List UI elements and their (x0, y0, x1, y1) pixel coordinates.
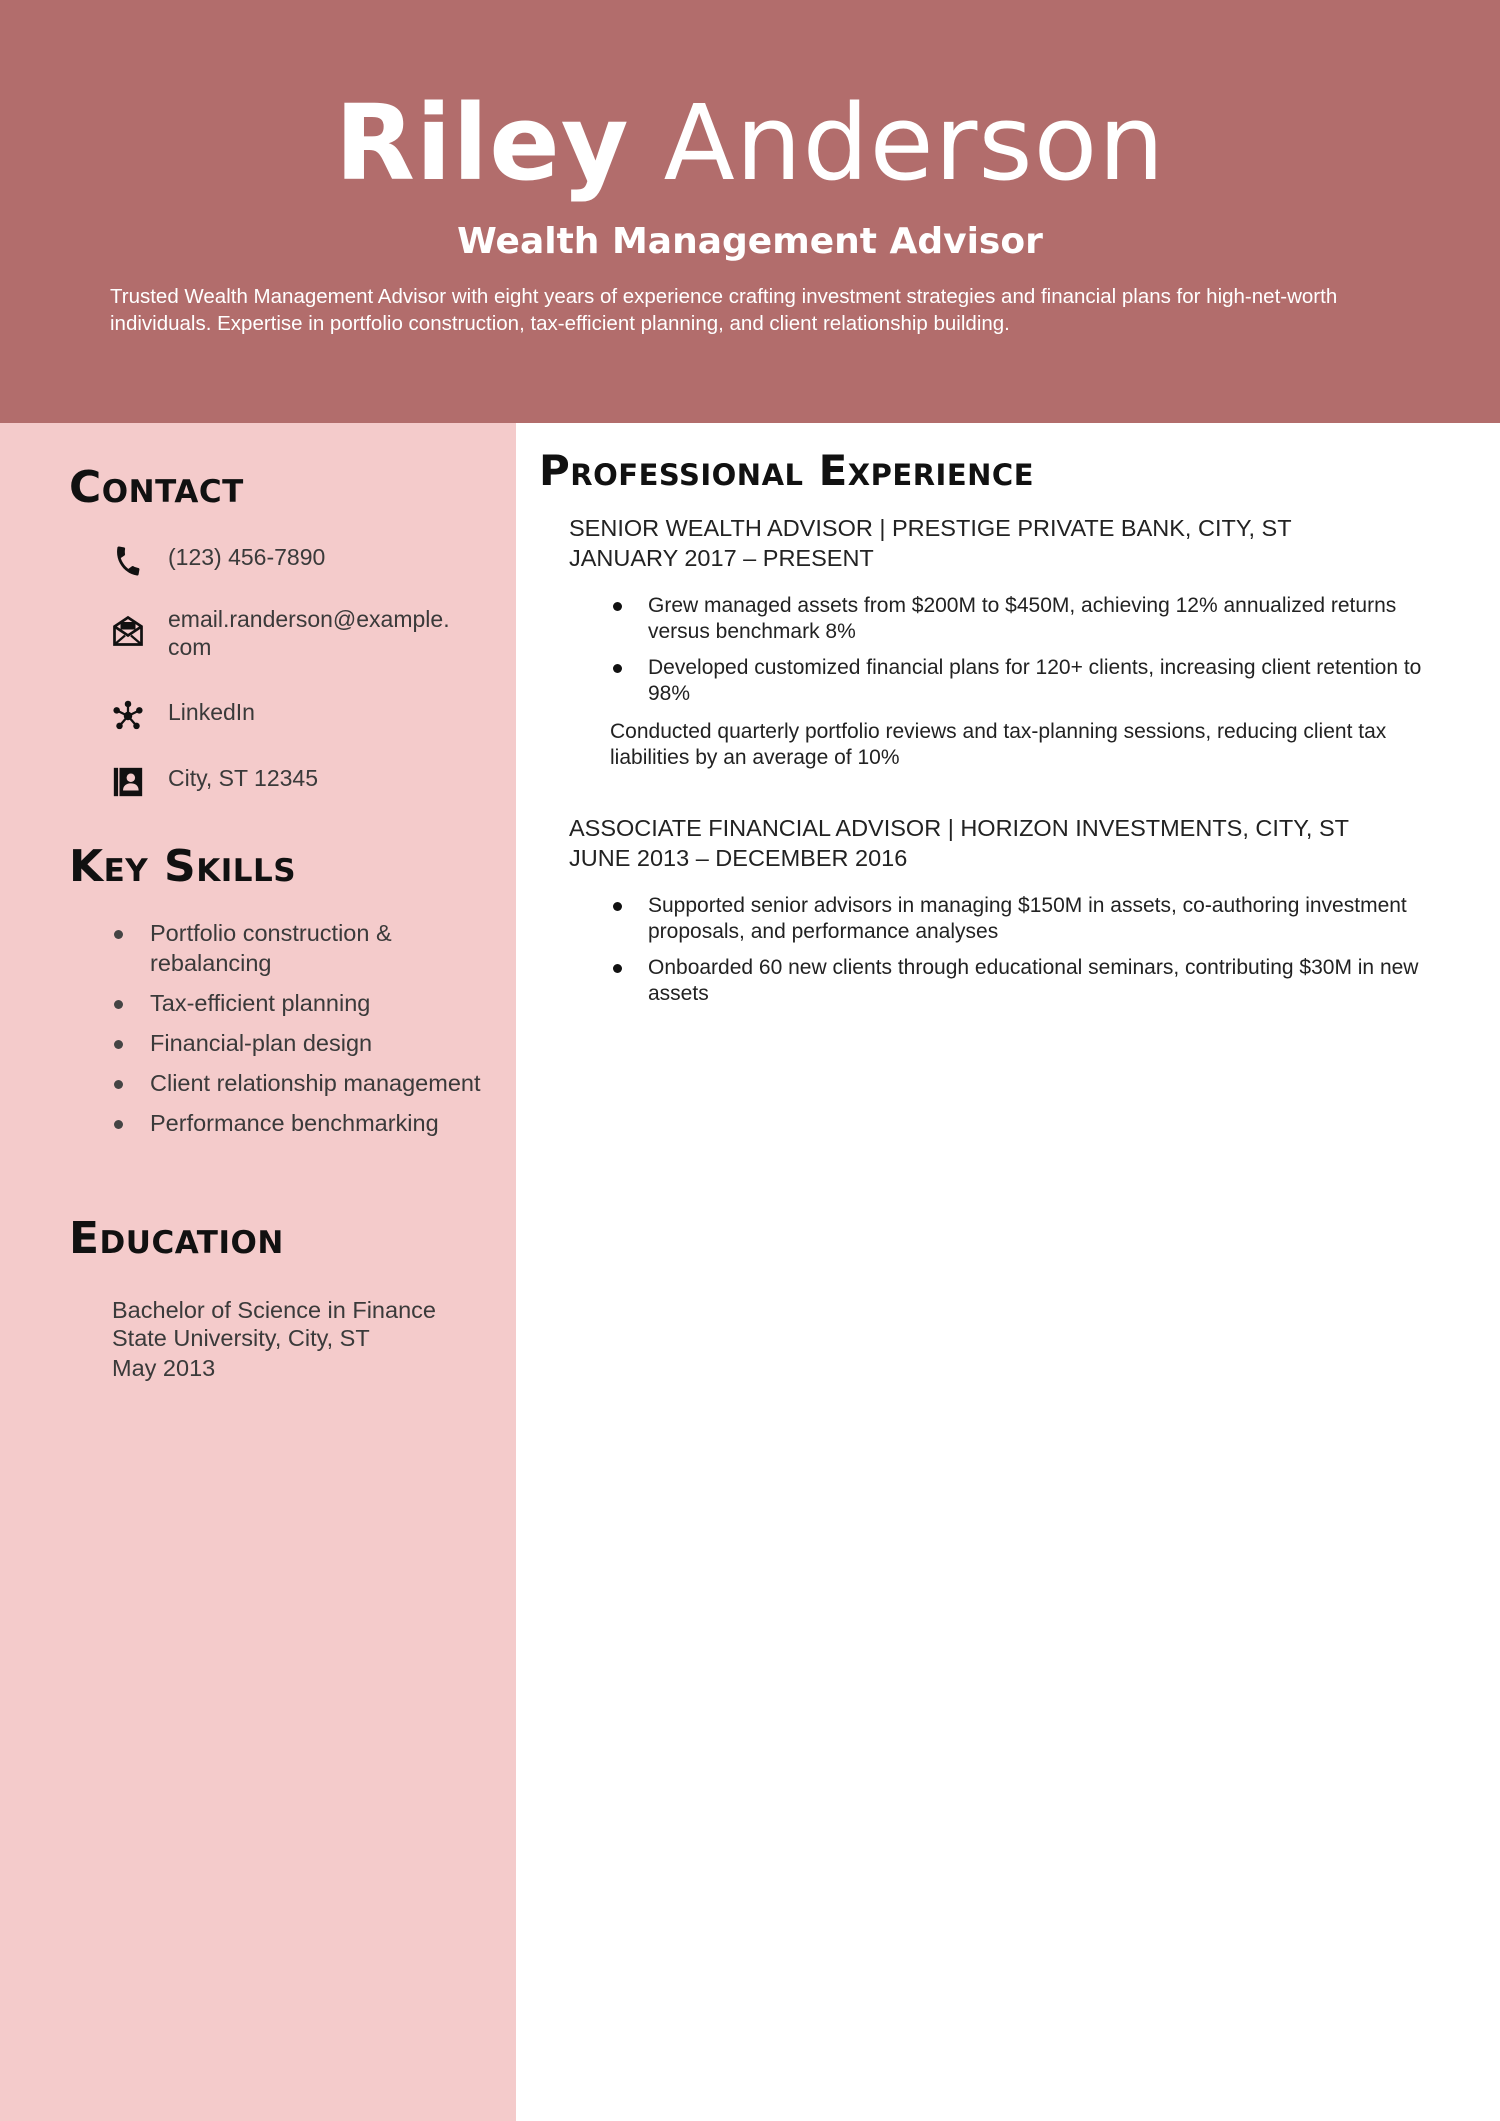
email-address (168, 605, 450, 661)
phone-number: (123) 456-7890 (168, 544, 326, 570)
phone-icon (110, 543, 146, 579)
contact-linkedin (110, 698, 490, 734)
contact-heading: Contact (69, 462, 244, 513)
network-icon (110, 698, 146, 734)
linkedin-link[interactable]: LinkedIn (168, 699, 255, 725)
job-title: Wealth Management Advisor (457, 221, 1043, 262)
contact-email (110, 605, 490, 661)
sidebar (0, 423, 516, 2121)
list-item: Grew managed assets from $200M to $450M, achieving 12% annualized returns versus benchmark 8% (608, 593, 1458, 645)
location: City, ST 12345 (168, 765, 319, 791)
education-school: State University, City, ST (112, 1325, 370, 1351)
education-heading: Education (69, 1213, 284, 1264)
contact-phone (110, 543, 490, 579)
list-item: Client relationship management (110, 1068, 490, 1098)
list-item: Developed customized financial plans for 120+ clients, increasing client retention to 98% (608, 655, 1458, 707)
last-name: Anderson (663, 82, 1166, 204)
summary: Trusted Wealth Management Advisor with eight years of experience crafting investment strategies and financial plans for high-net-worth individuals. Expertise in portfolio construction, tax-efficient planning, and client relationship building. (110, 285, 1338, 335)
experience-heading: Professional Experience (539, 446, 1035, 495)
candidate-name (0, 78, 1500, 208)
education-degree: Bachelor of Science in Finance (112, 1297, 436, 1323)
skills-heading: Key Skills (69, 841, 297, 892)
header-banner (0, 0, 1500, 423)
list-item: Supported senior advisors in managing $150M in assets, co-authoring investment proposals, and performance analyses (608, 893, 1458, 945)
email-line-1: email.randerson@example. (168, 606, 450, 632)
address-book-icon (110, 764, 146, 800)
list-item: Financial-plan design (110, 1028, 490, 1058)
job-1-extra: Conducted quarterly portfolio reviews and tax-planning sessions, reducing client tax liabilities by an average of 10% (610, 720, 1387, 769)
list-item: Portfolio construction & rebalancing (110, 918, 490, 978)
email-line-2: com (168, 634, 212, 660)
job-2-bullets (608, 893, 1458, 1017)
job-2-dates: JUNE 2013 – DECEMBER 2016 (569, 845, 908, 871)
education-date: May 2013 (112, 1355, 216, 1381)
job-1-bullets (608, 593, 1458, 717)
job-1-title: SENIOR WEALTH ADVISOR | PRESTIGE PRIVATE BANK, CITY, ST (569, 515, 1292, 541)
list-item: Onboarded 60 new clients through educational seminars, contributing $30M in new assets (608, 955, 1458, 1007)
job-2-title: ASSOCIATE FINANCIAL ADVISOR | HORIZON INVESTMENTS, CITY, ST (569, 815, 1349, 841)
list-item: Tax-efficient planning (110, 988, 490, 1018)
job-1-dates: JANUARY 2017 – PRESENT (569, 545, 874, 571)
list-item: Performance benchmarking (110, 1108, 490, 1138)
envelope-icon (110, 613, 146, 649)
first-name: Riley (334, 82, 630, 204)
skills-list (110, 918, 490, 1148)
contact-location (110, 764, 490, 800)
